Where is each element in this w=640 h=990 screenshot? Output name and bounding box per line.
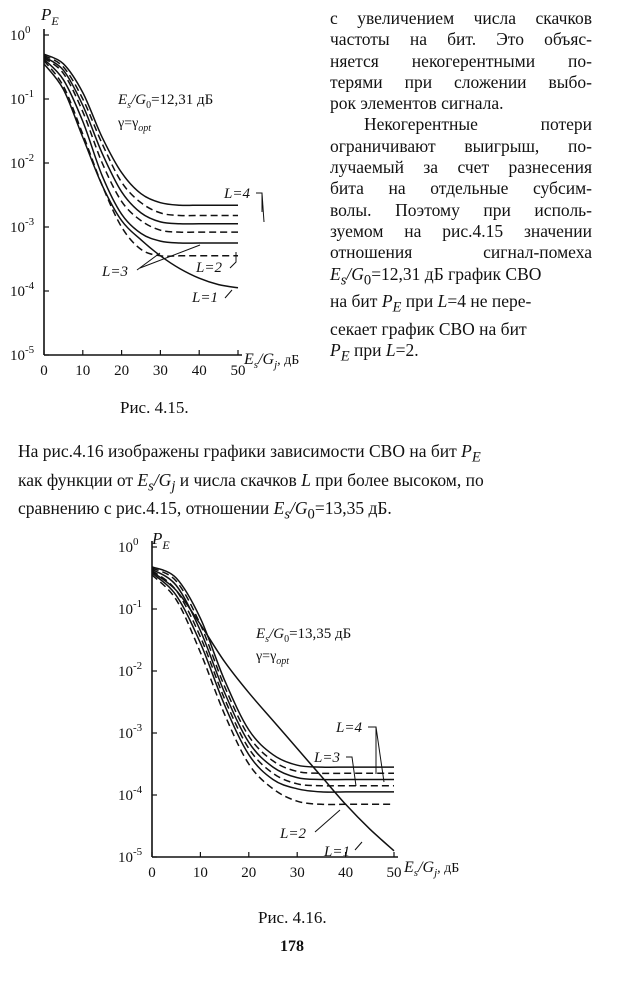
figure-4-16-chart bbox=[100, 520, 500, 920]
y-tick-exponent: -5 bbox=[25, 344, 35, 356]
text-line: На рис.4.16 изображены графики зависимости СВО на бит $P_E$ bbox=[18, 441, 481, 466]
x-tick-label: 20 bbox=[241, 865, 257, 881]
text-line: $P_E$ при L=2. bbox=[330, 340, 419, 365]
label-leaders bbox=[137, 193, 264, 298]
y-tick-exponent: -2 bbox=[25, 152, 35, 164]
text-line: рок элементов сигнала. bbox=[330, 93, 504, 114]
label-l3: L=3 bbox=[102, 264, 128, 280]
x-tick-label: 50 bbox=[386, 865, 402, 881]
y-tick-exponent: -3 bbox=[133, 722, 143, 734]
x-tick-label: 40 bbox=[191, 363, 207, 379]
figure-caption-4-16: Рис. 4.16. bbox=[258, 908, 327, 927]
x-axis-label: $E_s/G_j$, дБ bbox=[244, 351, 300, 371]
param-gamma: $\gamma=\gamma_{opt}$ bbox=[256, 649, 290, 667]
right-column-text bbox=[330, 8, 592, 368]
axes bbox=[152, 541, 398, 857]
x-axis-label: $E_s/G_j$, дБ bbox=[404, 859, 460, 879]
y-tick-label: $10^0$ bbox=[118, 536, 139, 556]
text-line: терями при сложении выбо- bbox=[330, 71, 592, 92]
label-l3: L=3 bbox=[314, 750, 340, 766]
y-tick-exponent: 0 bbox=[25, 24, 31, 36]
text-line: $E_s/G_0=12,31$ дБ график СВО bbox=[330, 263, 542, 289]
text-line: частоты на бит. Это объяс- bbox=[330, 29, 592, 50]
label-l2: L=2 bbox=[196, 260, 222, 276]
y-axis-label: $P_E$ bbox=[152, 529, 170, 552]
x-tick-label: 0 bbox=[148, 865, 156, 881]
series-line-L4-dashed bbox=[152, 568, 394, 773]
y-tick-label: $10^{-3}$ bbox=[10, 216, 35, 236]
ticks bbox=[10, 24, 246, 379]
y-tick-label: $10^{-3}$ bbox=[118, 722, 143, 742]
y-tick-label: $10^{-2}$ bbox=[10, 152, 35, 172]
x-tick-label: 30 bbox=[289, 865, 305, 881]
y-tick-exponent: -4 bbox=[25, 280, 35, 292]
y-tick-exponent: -2 bbox=[133, 660, 143, 672]
series-line-L2-dashed bbox=[152, 575, 394, 805]
x-tick-label: 40 bbox=[338, 865, 354, 881]
series-line-L3-dashed bbox=[44, 58, 238, 232]
y-tick-exponent: -1 bbox=[133, 598, 143, 610]
y-tick-label: $10^{-5}$ bbox=[10, 344, 35, 364]
y-tick-exponent: -1 bbox=[25, 88, 35, 100]
series-line-L3-solid bbox=[44, 57, 238, 224]
series-group bbox=[152, 567, 394, 851]
y-tick-label: $10^{-1}$ bbox=[10, 88, 35, 108]
label-l1: L=1 bbox=[192, 290, 218, 306]
x-tick-label: 0 bbox=[40, 363, 48, 379]
series-line-L4-dashed bbox=[44, 56, 238, 216]
text-line: на бит $P_E$ при L=4 не пере- bbox=[330, 291, 532, 316]
param-es-g0: $E_s/G_0=13,35$ дБ bbox=[256, 626, 352, 645]
series-line-L4-solid bbox=[152, 567, 394, 767]
label-l4: L=4 bbox=[336, 720, 362, 736]
text-line: ограничивают выигрыш, по- bbox=[330, 135, 592, 156]
y-tick-label: $10^{-4}$ bbox=[10, 280, 35, 300]
text-line: зуемом на рис.4.15 значении bbox=[330, 220, 592, 241]
series-line-L3-solid bbox=[152, 569, 394, 779]
y-tick-label: $10^0$ bbox=[10, 24, 31, 44]
text-line: как функции от $E_s/G_j$ и числа скачков L при более высоком, по bbox=[18, 469, 484, 494]
y-tick-label: $10^{-1}$ bbox=[118, 598, 143, 618]
y-tick-label: $10^{-5}$ bbox=[118, 846, 143, 866]
text-line: сравнению с рис.4.15, отношении $E_s/G_0=13,35$ дБ. bbox=[18, 498, 392, 523]
y-tick-label: $10^{-2}$ bbox=[118, 660, 143, 680]
text-line: лучаемый за счет разнесения bbox=[330, 157, 592, 178]
x-tick-label: 30 bbox=[152, 363, 168, 379]
param-gamma: $\gamma=\gamma_{opt}$ bbox=[118, 116, 152, 134]
label-leaders bbox=[315, 727, 384, 850]
text-line: отношения сигнал-помеха bbox=[330, 242, 592, 263]
text-line: бита на отдельные субсим- bbox=[330, 178, 592, 199]
text-line: секает график СВО на бит bbox=[330, 319, 527, 340]
series-line-L1-solid bbox=[152, 572, 394, 851]
y-tick-exponent: 0 bbox=[133, 536, 139, 548]
text-line: волы. Поэтому при исполь- bbox=[330, 199, 592, 220]
figure-caption-4-15: Рис. 4.15. bbox=[120, 398, 189, 417]
y-tick-exponent: -3 bbox=[25, 216, 35, 228]
x-tick-label: 10 bbox=[192, 865, 208, 881]
body-paragraph bbox=[18, 440, 618, 526]
param-es-g0: $E_s/G_0=12,31$ дБ bbox=[118, 92, 214, 111]
y-tick-exponent: -4 bbox=[133, 784, 143, 796]
y-tick-exponent: -5 bbox=[133, 846, 143, 858]
series-group bbox=[44, 54, 238, 288]
label-l4: L=4 bbox=[224, 186, 250, 202]
page-number: 178 bbox=[280, 938, 304, 955]
x-tick-label: 10 bbox=[75, 363, 91, 379]
text-line: Некогерентные потери bbox=[364, 114, 592, 135]
x-tick-label: 50 bbox=[230, 363, 246, 379]
series-line-L3-dashed bbox=[152, 571, 394, 786]
label-l2: L=2 bbox=[280, 826, 306, 842]
label-l1: L=1 bbox=[324, 844, 350, 860]
y-tick-label: $10^{-4}$ bbox=[118, 784, 143, 804]
figure-4-15-chart bbox=[0, 0, 330, 400]
text-line: няется некогерентными по- bbox=[330, 50, 592, 71]
ticks bbox=[118, 536, 402, 881]
y-axis-label: $P_E$ bbox=[41, 5, 59, 28]
text-line: с увеличением числа скачков bbox=[330, 8, 592, 28]
x-tick-label: 20 bbox=[114, 363, 130, 379]
